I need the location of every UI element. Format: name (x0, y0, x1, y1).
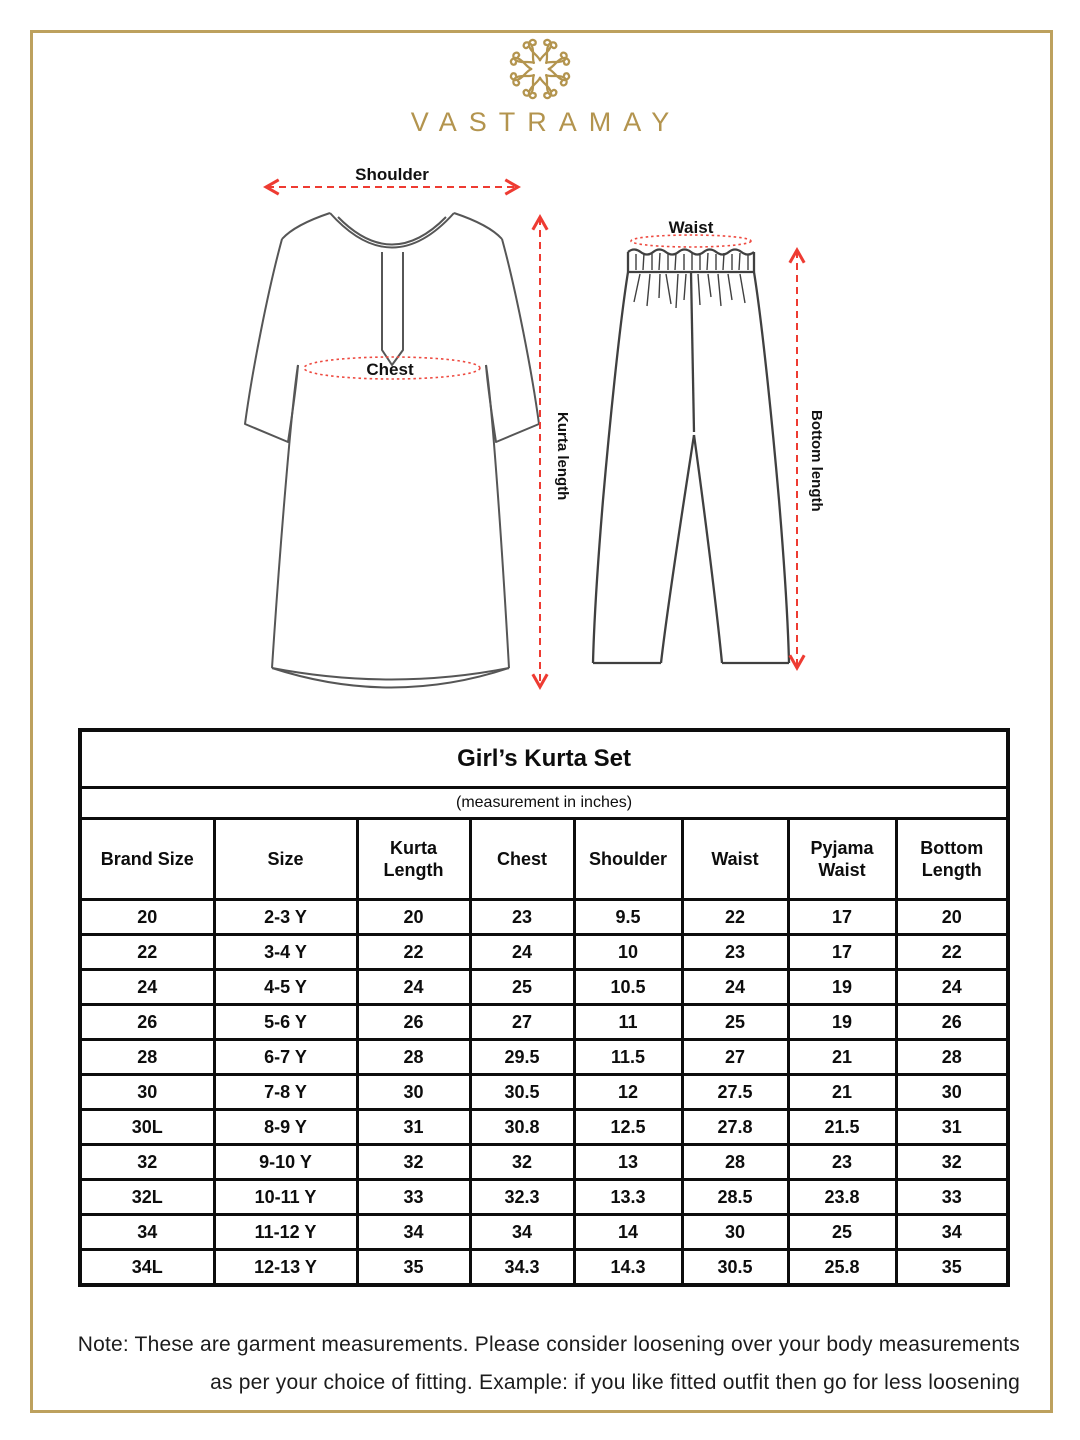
table-cell: 34 (470, 1215, 574, 1250)
table-row (80, 1145, 1008, 1180)
table-row (80, 970, 1008, 1005)
shoulder-label: Shoulder (355, 165, 429, 184)
table-cell: 32L (80, 1180, 214, 1215)
table-cell: 25.8 (788, 1250, 896, 1286)
table-cell: 35 (896, 1250, 1008, 1286)
table-cell: 13 (574, 1145, 682, 1180)
table-cell: 3-4 Y (214, 935, 357, 970)
table-cell: 26 (80, 1005, 214, 1040)
note-line-1: Note: These are garment measurements. Please consider loosening over your body measurements (77, 1333, 1020, 1356)
table-cell: 24 (357, 970, 470, 1005)
table-cell: 20 (357, 900, 470, 935)
table-cell: 22 (682, 900, 788, 935)
table-cell: 30.5 (682, 1250, 788, 1286)
table-cell: 26 (896, 1005, 1008, 1040)
table-cell: 11 (574, 1005, 682, 1040)
measurement-note (58, 1326, 1020, 1402)
table-cell: 31 (357, 1110, 470, 1145)
table-cell: 34 (896, 1215, 1008, 1250)
table-cell: 30.5 (470, 1075, 574, 1110)
table-cell: 32 (80, 1145, 214, 1180)
table-cell: 14.3 (574, 1250, 682, 1286)
table-cell: 29.5 (470, 1040, 574, 1075)
table-cell: 30 (80, 1075, 214, 1110)
waist-label: Waist (668, 218, 714, 237)
table-cell: 10-11 Y (214, 1180, 357, 1215)
column-header: Bottom Length (896, 819, 1008, 900)
table-cell: 21 (788, 1075, 896, 1110)
table-cell: 25 (682, 1005, 788, 1040)
table-header-row (80, 819, 1008, 900)
table-row (80, 1040, 1008, 1075)
pyjama-outline (593, 250, 789, 664)
table-cell: 30.8 (470, 1110, 574, 1145)
table-cell: 34 (357, 1215, 470, 1250)
table-cell: 5-6 Y (214, 1005, 357, 1040)
table-cell: 9.5 (574, 900, 682, 935)
table-cell: 27.8 (682, 1110, 788, 1145)
table-cell: 33 (357, 1180, 470, 1215)
table-cell: 28.5 (682, 1180, 788, 1215)
table-cell: 4-5 Y (214, 970, 357, 1005)
size-table (78, 728, 1010, 1287)
table-cell: 23 (682, 935, 788, 970)
table-subtitle: (measurement in inches) (80, 788, 1008, 819)
table-row (80, 1110, 1008, 1145)
table-cell: 20 (896, 900, 1008, 935)
column-header: Pyjama Waist (788, 819, 896, 900)
table-body (80, 900, 1008, 1286)
table-row (80, 1250, 1008, 1286)
chest-label: Chest (366, 360, 414, 379)
table-cell: 11-12 Y (214, 1215, 357, 1250)
table-cell: 20 (80, 900, 214, 935)
table-cell: 28 (682, 1145, 788, 1180)
table-cell: 8-9 Y (214, 1110, 357, 1145)
table-cell: 21.5 (788, 1110, 896, 1145)
table-cell: 17 (788, 935, 896, 970)
table-cell: 23 (470, 900, 574, 935)
table-cell: 28 (896, 1040, 1008, 1075)
table-row (80, 900, 1008, 935)
table-cell: 23.8 (788, 1180, 896, 1215)
table-cell: 17 (788, 900, 896, 935)
column-header: Kurta Length (357, 819, 470, 900)
table-cell: 32.3 (470, 1180, 574, 1215)
table-cell: 12.5 (574, 1110, 682, 1145)
garment-measurement-diagram (0, 150, 1080, 730)
brand-logo (0, 33, 1080, 138)
table-cell: 34L (80, 1250, 214, 1286)
table-cell: 13.3 (574, 1180, 682, 1215)
table-cell: 12-13 Y (214, 1250, 357, 1286)
table-cell: 27 (682, 1040, 788, 1075)
table-title: Girl’s Kurta Set (80, 730, 1008, 788)
table-cell: 32 (357, 1145, 470, 1180)
table-cell: 34.3 (470, 1250, 574, 1286)
brand-rosette-icon (504, 33, 576, 105)
table-cell: 28 (80, 1040, 214, 1075)
column-header: Shoulder (574, 819, 682, 900)
table-cell: 31 (896, 1110, 1008, 1145)
table-cell: 30 (357, 1075, 470, 1110)
table-cell: 2-3 Y (214, 900, 357, 935)
table-cell: 24 (896, 970, 1008, 1005)
table-cell: 6-7 Y (214, 1040, 357, 1075)
table-cell: 9-10 Y (214, 1145, 357, 1180)
table-cell: 11.5 (574, 1040, 682, 1075)
table-cell: 23 (788, 1145, 896, 1180)
column-header: Brand Size (80, 819, 214, 900)
table-cell: 26 (357, 1005, 470, 1040)
table-row (80, 1215, 1008, 1250)
column-header: Chest (470, 819, 574, 900)
table-cell: 34 (80, 1215, 214, 1250)
table-cell: 24 (470, 935, 574, 970)
column-header: Size (214, 819, 357, 900)
table-cell: 19 (788, 970, 896, 1005)
table-row (80, 1075, 1008, 1110)
table-row (80, 935, 1008, 970)
kurta-length-label: Kurta length (554, 412, 571, 501)
table-cell: 27.5 (682, 1075, 788, 1110)
column-header: Waist (682, 819, 788, 900)
table-cell: 22 (357, 935, 470, 970)
table-cell: 10 (574, 935, 682, 970)
table-cell: 21 (788, 1040, 896, 1075)
table-cell: 30 (896, 1075, 1008, 1110)
table-cell: 14 (574, 1215, 682, 1250)
table-row (80, 1180, 1008, 1215)
table-cell: 22 (80, 935, 214, 970)
table-cell: 30L (80, 1110, 214, 1145)
table-cell: 24 (80, 970, 214, 1005)
table-cell: 25 (788, 1215, 896, 1250)
table-cell: 22 (896, 935, 1008, 970)
table-cell: 32 (896, 1145, 1008, 1180)
note-line-2: as per your choice of fitting. Example: if you like fitted outfit then go for less loosening (210, 1371, 1020, 1394)
table-cell: 19 (788, 1005, 896, 1040)
table-cell: 25 (470, 970, 574, 1005)
table-cell: 28 (357, 1040, 470, 1075)
brand-wordmark: VASTRAMAY (410, 107, 682, 137)
table-cell: 10.5 (574, 970, 682, 1005)
table-cell: 12 (574, 1075, 682, 1110)
bottom-length-label: Bottom length (808, 410, 825, 512)
table-cell: 32 (470, 1145, 574, 1180)
table-cell: 24 (682, 970, 788, 1005)
table-cell: 35 (357, 1250, 470, 1286)
table-cell: 27 (470, 1005, 574, 1040)
kurta-outline (245, 213, 539, 688)
table-cell: 30 (682, 1215, 788, 1250)
table-cell: 7-8 Y (214, 1075, 357, 1110)
table-cell: 33 (896, 1180, 1008, 1215)
table-row (80, 1005, 1008, 1040)
